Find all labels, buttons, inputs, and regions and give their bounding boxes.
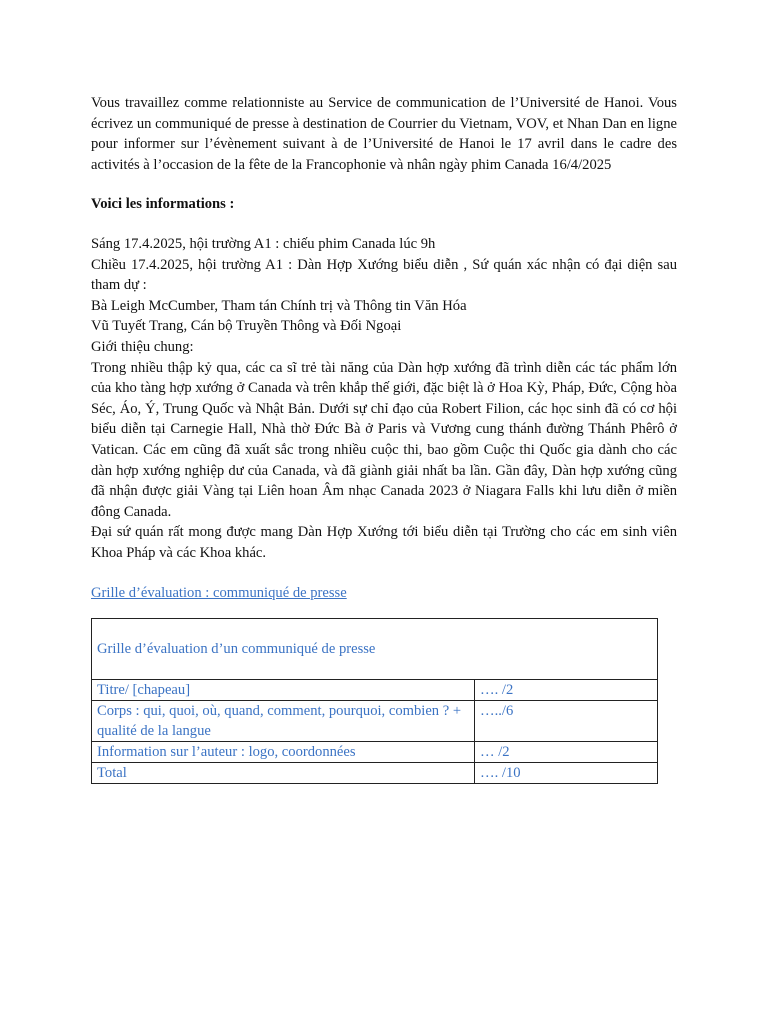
score-cell: … /2: [475, 742, 658, 763]
table-header-cell: Grille d’évaluation d’un communiqué de presse: [92, 619, 658, 680]
score-cell: …. /10: [475, 763, 658, 784]
info-heading: Voici les informations :: [91, 196, 235, 213]
table-header-row: [92, 619, 658, 680]
criterion-cell: Total: [92, 763, 475, 784]
info-line-description: Trong nhiều thập kỷ qua, các ca sĩ trẻ tài năng của Dàn hợp xướng đã trình diễn các tác phẩm lớn của kho tàng hợp xướng ở Canada và trên khắp thế giới, đặc biệt là ở Hoa Kỳ, Pháp, Đức, Cộng hòa Séc, Áo, Ý, Trung Quốc và Nhật Bản. Dưới sự chỉ đạo của Robert Filion, các học sinh đã có cơ hội biểu diễn tại Carnegie Hall, Nhà thờ Đức Bà ở Paris và Vương cung thánh đường Thánh Phêrô ở Vatican. Các em cũng đã xuất sắc trong nhiều cuộc thi, bao gồm Cuộc thi Quốc gia dành cho các dàn hợp xướng nghiệp dư của Canada, và đã giành giải nhất ba lần. Gần đây, Dàn hợp xướng cũng đã nhận được giải Vàng tại Liên hoan Âm nhạc Canada 2023 ở Niagara Falls khi lưu diễn ở miền đông Canada.: [91, 359, 677, 520]
table-row: [92, 680, 658, 701]
table-row: [92, 701, 658, 742]
score-cell: …../6: [475, 701, 658, 742]
criterion-cell: Information sur l’auteur : logo, coordonnées: [92, 742, 475, 763]
criterion-cell: Titre/ [chapeau]: [92, 680, 475, 701]
grid-link[interactable]: Grille d’évaluation : communiqué de presse: [91, 585, 347, 602]
info-line-guest-1: Bà Leigh McCumber, Tham tán Chính trị và Thông tin Văn Hóa: [91, 297, 467, 314]
score-cell: …. /2: [475, 680, 658, 701]
info-line-guest-2: Vũ Tuyết Trang, Cán bộ Truyền Thông và Đối Ngoại: [91, 318, 402, 335]
evaluation-table: [91, 618, 658, 784]
info-line-intro-label: Giới thiệu chung:: [91, 338, 194, 355]
table-row: [92, 742, 658, 763]
info-block: [91, 234, 677, 564]
table-row: [92, 763, 658, 784]
info-line-morning: Sáng 17.4.2025, hội trường A1 : chiếu phim Canada lúc 9h: [91, 235, 436, 252]
info-line-embassy: Đại sứ quán rất mong được mang Dàn Hợp Xướng tới biểu diễn tại Trường cho các em sinh viên Khoa Pháp và các Khoa khác.: [91, 524, 677, 561]
info-line-afternoon: Chiều 17.4.2025, hội trường A1 : Dàn Hợp Xướng biểu diễn , Sứ quán xác nhận có đại diện sau tham dự :: [91, 256, 677, 294]
criterion-cell: Corps : qui, quoi, où, quand, comment, pourquoi, combien ? + qualité de la langue: [92, 701, 475, 742]
intro-paragraph: Vous travaillez comme relationniste au Service de communication de l’Université de Hanoi. Vous écrivez un communiqué de presse à destination de Courrier du Vietnam, VOV, et Nhan Dan en ligne pour informer sur l’évènement suivant à de l’Université de Hanoi le 17 avril dans le cadre des activités à l’occasion de la fête de la Francophonie và nhân ngày phim Canada 16/4/2025: [91, 95, 677, 173]
